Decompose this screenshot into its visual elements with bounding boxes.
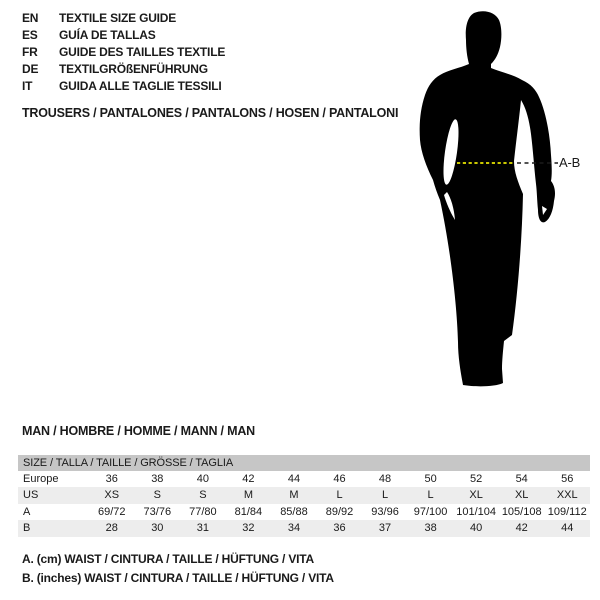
language-label: GUIDA ALLE TAGLIE TESSILI <box>59 79 222 93</box>
size-cell: 38 <box>424 522 437 535</box>
size-cell: 54 <box>515 473 528 485</box>
language-row-fr <box>22 44 225 61</box>
size-row-us <box>18 487 590 503</box>
language-label: GUÍA DE TALLAS <box>59 28 156 42</box>
language-list <box>22 10 225 95</box>
language-row-es <box>22 27 225 44</box>
size-cell: 93/96 <box>371 505 399 518</box>
size-cell: S <box>153 489 161 502</box>
category-heading: TROUSERS / PANTALONES / PANTALONS / HOSEN / PANTALONI <box>22 106 399 120</box>
size-cell: 77/80 <box>189 505 217 518</box>
size-table-header: SIZE / TALLA / TAILLE / GRÖSSE / TAGLIA <box>18 455 590 471</box>
row-label: B <box>23 522 31 535</box>
man-silhouette-svg <box>400 0 600 400</box>
size-cell: 30 <box>151 522 164 535</box>
size-cell: XXL <box>556 489 578 502</box>
size-cell: 56 <box>561 473 574 485</box>
size-cell: XS <box>104 489 120 502</box>
size-cell: 42 <box>242 473 255 485</box>
footnote-a: A. (cm) WAIST / CINTURA / TAILLE / HÜFTUNG / VITA <box>22 552 314 566</box>
section-heading: MAN / HOMBRE / HOMME / MANN / MAN <box>22 424 255 438</box>
size-cell: S <box>199 489 207 502</box>
size-cell: M <box>289 489 299 502</box>
size-cell: L <box>381 489 389 502</box>
size-cell: 40 <box>470 522 483 535</box>
language-row-it <box>22 78 225 95</box>
size-row-europe <box>18 471 590 487</box>
language-label: TEXTILGRÖßENFÜHRUNG <box>59 62 208 76</box>
size-cell: 36 <box>105 473 118 485</box>
size-cell: 37 <box>378 522 392 535</box>
language-row-en <box>22 10 225 27</box>
size-cell: 101/104 <box>456 505 497 518</box>
size-cell: 44 <box>561 522 574 535</box>
size-cell: 109/112 <box>547 505 587 518</box>
measure-label-ab: A-B <box>559 155 581 170</box>
language-code: IT <box>22 79 33 93</box>
size-cell: 105/108 <box>501 505 542 518</box>
size-cell: 28 <box>105 522 118 535</box>
size-cell: L <box>336 489 343 502</box>
size-table <box>18 455 590 537</box>
man-silhouette <box>420 11 555 386</box>
language-label: GUIDE DES TAILLES TEXTILE <box>59 45 226 59</box>
language-label: TEXTILE SIZE GUIDE <box>59 11 177 25</box>
size-cell: 34 <box>287 522 301 535</box>
size-cell: 97/100 <box>413 505 448 518</box>
size-cell: 50 <box>424 473 437 485</box>
size-cell: 31 <box>196 522 209 535</box>
size-cell: 42 <box>515 522 528 535</box>
size-row-a-cm <box>18 504 590 520</box>
language-code: FR <box>22 45 38 59</box>
row-label: A <box>23 505 31 518</box>
size-cell: 73/76 <box>143 505 172 518</box>
size-cell: M <box>243 489 253 502</box>
size-cell: 69/72 <box>98 505 126 518</box>
size-cell: XL <box>514 489 529 502</box>
size-cell: 81/84 <box>234 505 263 518</box>
footnotes <box>22 550 334 587</box>
size-row-b-inches <box>18 520 590 536</box>
size-cell: 46 <box>333 473 346 485</box>
row-label: Europe <box>23 473 59 485</box>
size-cell: 38 <box>151 473 164 485</box>
size-cell: 89/92 <box>325 505 354 518</box>
size-cell: 44 <box>287 473 301 485</box>
size-cell: 85/88 <box>280 505 308 518</box>
size-cell: 48 <box>378 473 392 485</box>
man-silhouette-figure <box>400 0 600 400</box>
language-code: DE <box>22 62 39 76</box>
size-cell: 52 <box>470 473 483 485</box>
footnote-b: B. (inches) WAIST / CINTURA / TAILLE / HÜFTUNG / VITA <box>22 570 334 585</box>
language-code: EN <box>22 11 39 25</box>
size-cell: 36 <box>333 522 346 535</box>
size-cell: 40 <box>196 473 209 485</box>
size-cell: XL <box>469 489 483 502</box>
language-row-de <box>22 61 225 78</box>
language-code: ES <box>22 28 38 42</box>
row-label: US <box>23 489 39 502</box>
size-cell: 32 <box>242 522 255 535</box>
size-cell: L <box>427 489 434 502</box>
